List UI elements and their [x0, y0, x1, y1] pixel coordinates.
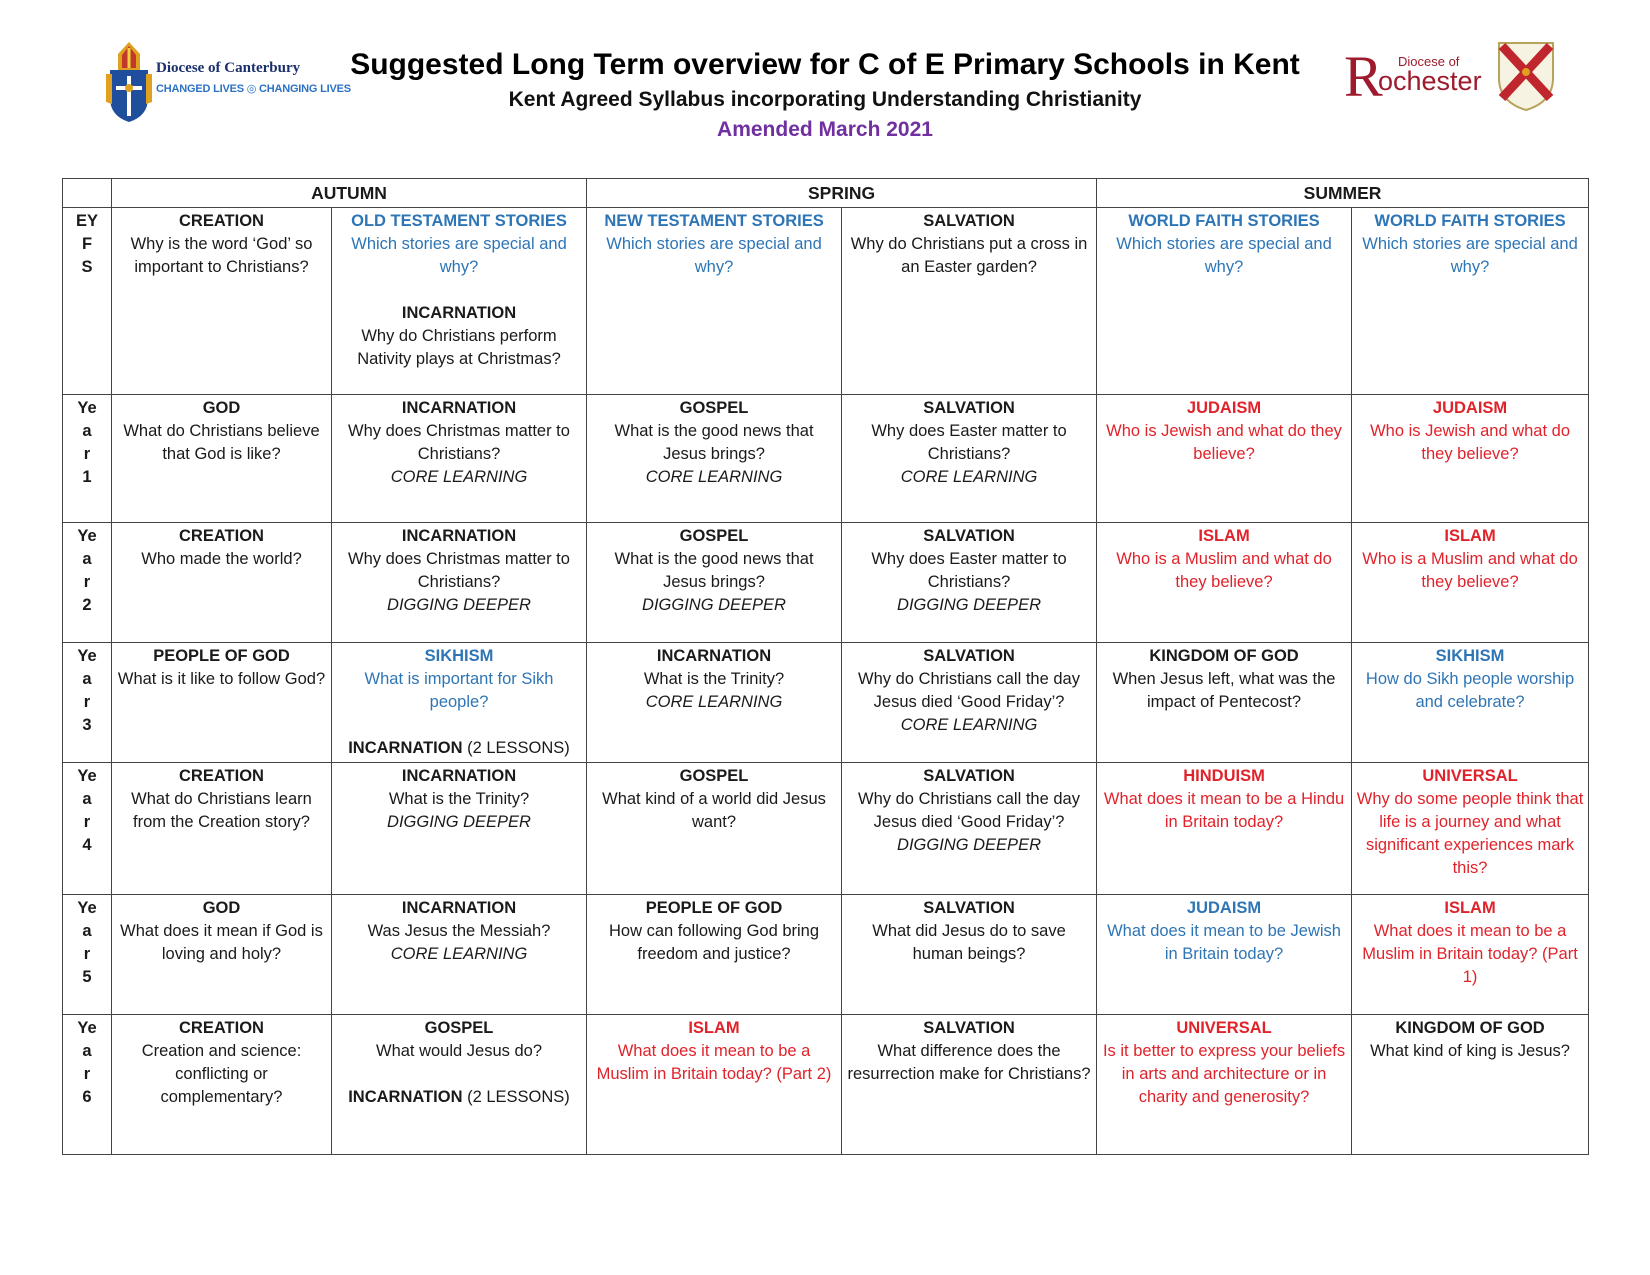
- topic-cell: [587, 1015, 842, 1155]
- year-row: [63, 395, 1589, 523]
- topic-title: SIKHISM: [1435, 647, 1505, 665]
- topic-question: Who is a Muslim and what do they believe?: [1116, 550, 1332, 591]
- year-label: [63, 763, 112, 895]
- topic-question: What do Christians learn from the Creation story?: [131, 790, 312, 831]
- topic-question: Why is the word ‘God’ so important to Christians?: [130, 235, 313, 276]
- term-header-summer: SUMMER: [1097, 179, 1589, 208]
- topic-question: What does it mean to be Jewish in Britain today?: [1107, 922, 1341, 963]
- year-label-part: S: [81, 258, 93, 276]
- topic-title: SALVATION: [923, 212, 1015, 230]
- year-label-part: r: [83, 813, 91, 831]
- topic-title: OLD TESTAMENT STORIES: [351, 212, 567, 230]
- topic-cell: [112, 643, 332, 763]
- year-label-part: r: [83, 945, 91, 963]
- topic-title: ISLAM: [688, 1019, 740, 1037]
- topic-cell: [112, 1015, 332, 1155]
- topic-cell: [1352, 208, 1589, 395]
- topic-cell: [587, 643, 842, 763]
- topic-cell: [1352, 895, 1589, 1015]
- topic-cell: [842, 208, 1097, 395]
- topic-question: What is it like to follow God?: [117, 670, 326, 688]
- year-row: [63, 208, 1589, 395]
- topic-title: CREATION: [179, 1019, 264, 1037]
- topic-cell: [1097, 395, 1352, 523]
- topic-question: What is the Trinity?: [388, 790, 530, 808]
- topic-question: What is important for Sikh people?: [364, 670, 554, 711]
- topic-question: Why do Christians put a cross in an Easter garden?: [850, 235, 1088, 276]
- topic-question: Why does Easter matter to Christians?: [871, 550, 1067, 591]
- year-label-part: Ye: [77, 399, 97, 417]
- topic-cell: [112, 208, 332, 395]
- term-header-spring: SPRING: [587, 179, 1097, 208]
- topic-question: What would Jesus do?: [376, 1042, 543, 1060]
- extra-lessons-note: [336, 1086, 582, 1109]
- topic-title: UNIVERSAL: [1176, 1019, 1272, 1037]
- topic-title: WORLD FAITH STORIES: [1374, 212, 1566, 230]
- topic-title: CREATION: [179, 767, 264, 785]
- year-label-part: F: [81, 235, 93, 253]
- topic-title: INCARNATION: [401, 399, 517, 417]
- canterbury-logo: [104, 40, 351, 124]
- extra-lessons-topic: INCARNATION: [348, 1088, 463, 1106]
- topic-question: Was Jesus the Messiah?: [367, 922, 551, 940]
- year-label: [63, 1015, 112, 1155]
- year-label-part: Ye: [77, 647, 97, 665]
- topic-cell: [1097, 763, 1352, 895]
- year-label-part: 4: [82, 836, 92, 854]
- topic-title: PEOPLE OF GOD: [153, 647, 290, 665]
- year-row: [63, 1015, 1589, 1155]
- topic-cell: [842, 523, 1097, 643]
- learning-level-note: DIGGING DEEPER: [897, 596, 1041, 614]
- year-label-part: a: [82, 670, 92, 688]
- topic-cell: [587, 208, 842, 395]
- topic-cell: [332, 895, 587, 1015]
- year-label: [63, 895, 112, 1015]
- topic-cell: [332, 763, 587, 895]
- topic-title: WORLD FAITH STORIES: [1128, 212, 1320, 230]
- year-label-part: a: [82, 550, 92, 568]
- topic-question: Is it better to express your beliefs in arts and architecture or in charity and generosity?: [1102, 1042, 1346, 1106]
- topic-cell: [842, 1015, 1097, 1155]
- year-label-part: Ye: [77, 527, 97, 545]
- topic-question: Why does Easter matter to Christians?: [871, 422, 1067, 463]
- topic-cell: [332, 523, 587, 643]
- topic-title: INCARNATION: [656, 647, 772, 665]
- year-label: [63, 395, 112, 523]
- topic-title: SALVATION: [923, 647, 1015, 665]
- topic-question: What does it mean if God is loving and holy?: [120, 922, 323, 963]
- topic-title: JUDAISM: [1186, 399, 1262, 417]
- topic-title: SALVATION: [923, 1019, 1015, 1037]
- year-label-part: 6: [82, 1088, 92, 1106]
- learning-level-note: CORE LEARNING: [900, 716, 1038, 734]
- topic-cell: [842, 395, 1097, 523]
- topic-question: Why do some people think that life is a journey and what significant experiences mark this?: [1356, 790, 1584, 877]
- topic-cell: [1097, 1015, 1352, 1155]
- rochester-big-letter: R: [1344, 44, 1383, 109]
- rochester-name: ochester: [1378, 66, 1482, 96]
- amended-date: Amended March 2021: [717, 118, 933, 141]
- topic-question: What does it mean to be a Muslim in Britain today? (Part 2): [596, 1042, 832, 1083]
- overview-body: [63, 208, 1589, 1155]
- topic-title: GOSPEL: [679, 527, 749, 545]
- topic-cell: [1097, 643, 1352, 763]
- topic-question: What is the good news that Jesus brings?: [614, 422, 814, 463]
- topic-question: Why does Christmas matter to Christians?: [348, 550, 570, 591]
- rochester-logo: [1340, 40, 1568, 114]
- topic-title: SIKHISM: [424, 647, 494, 665]
- topic-question: Who made the world?: [141, 550, 302, 568]
- corner-cell: [63, 179, 112, 208]
- topic-cell: [587, 523, 842, 643]
- topic-question: How do Sikh people worship and celebrate?: [1365, 670, 1575, 711]
- topic-title: KINGDOM OF GOD: [1149, 647, 1299, 665]
- learning-level-note: CORE LEARNING: [900, 468, 1038, 486]
- topic-title: CREATION: [179, 212, 264, 230]
- learning-level-note: DIGGING DEEPER: [642, 596, 786, 614]
- topic-question: How can following God bring freedom and justice?: [609, 922, 820, 963]
- year-label-part: a: [82, 922, 92, 940]
- topic-question: Which stories are special and why?: [351, 235, 567, 276]
- topic-title: KINGDOM OF GOD: [1395, 1019, 1545, 1037]
- topic-title: GOSPEL: [679, 399, 749, 417]
- topic-title: SALVATION: [923, 527, 1015, 545]
- topic-cell: [587, 895, 842, 1015]
- topic-cell: [112, 763, 332, 895]
- year-label-part: a: [82, 790, 92, 808]
- topic-question: Which stories are special and why?: [1116, 235, 1332, 276]
- topic-cell: [332, 1015, 587, 1155]
- topic-title: JUDAISM: [1186, 899, 1262, 917]
- rochester-small-text: Diocese of: [1398, 54, 1460, 69]
- year-label-part: r: [83, 693, 91, 711]
- topic-cell: [842, 763, 1097, 895]
- topic-title: GOD: [202, 399, 241, 417]
- topic-question: Who is Jewish and what do they believe?: [1370, 422, 1570, 463]
- year-label-part: r: [83, 1065, 91, 1083]
- topic-title: UNIVERSAL: [1422, 767, 1518, 785]
- learning-level-note: CORE LEARNING: [645, 693, 783, 711]
- year-row: [63, 895, 1589, 1015]
- cell-spacer: [336, 279, 582, 302]
- extra-lessons-count: (2 LESSONS): [462, 1088, 570, 1106]
- topic-cell: [1352, 643, 1589, 763]
- topic-title: ISLAM: [1444, 899, 1496, 917]
- year-label: [63, 208, 112, 395]
- year-row: [63, 523, 1589, 643]
- year-label-part: Ye: [77, 899, 97, 917]
- topic-cell: [112, 523, 332, 643]
- saltire-shield-icon: [1496, 40, 1556, 112]
- topic-cell: [1352, 763, 1589, 895]
- extra-lessons-topic: INCARNATION: [348, 739, 463, 757]
- topic-question: What does it mean to be a Hindu in Britain today?: [1103, 790, 1345, 831]
- topic-cell: [1352, 395, 1589, 523]
- year-label-part: a: [82, 422, 92, 440]
- topic-cell: [587, 763, 842, 895]
- term-header-autumn: AUTUMN: [112, 179, 587, 208]
- learning-level-note: CORE LEARNING: [390, 468, 528, 486]
- topic-cell: [332, 395, 587, 523]
- learning-level-note: DIGGING DEEPER: [387, 596, 531, 614]
- topic-title: JUDAISM: [1432, 399, 1508, 417]
- cell-spacer: [336, 714, 582, 737]
- term-header-row: [63, 179, 1589, 208]
- page-header: [0, 0, 1650, 175]
- topic-title: ISLAM: [1198, 527, 1250, 545]
- canterbury-tagline: CHANGED LIVES ◎ CHANGING LIVES: [156, 83, 351, 95]
- year-label: [63, 643, 112, 763]
- topic-title: ISLAM: [1444, 527, 1496, 545]
- learning-level-note: CORE LEARNING: [390, 945, 528, 963]
- page-subtitle: Kent Agreed Syllabus incorporating Understanding Christianity: [508, 88, 1142, 111]
- topic-question: Which stories are special and why?: [606, 235, 822, 276]
- topic-question: What difference does the resurrection make for Christians?: [847, 1042, 1091, 1083]
- year-label: [63, 523, 112, 643]
- topic-cell: [332, 208, 587, 395]
- topic-question: What does it mean to be a Muslim in Britain today? (Part 1): [1362, 922, 1578, 986]
- canterbury-name: Diocese of Canterbury: [156, 60, 301, 76]
- topic-title: NEW TESTAMENT STORIES: [604, 212, 824, 230]
- topic-cell: [112, 895, 332, 1015]
- topic-question: What kind of king is Jesus?: [1370, 1042, 1570, 1060]
- topic-question: What is the Trinity?: [643, 670, 785, 688]
- topic-cell: [1097, 895, 1352, 1015]
- extra-topic-title: INCARNATION: [401, 304, 517, 322]
- topic-question: Why do Christians call the day Jesus died ‘Good Friday’?: [858, 670, 1080, 711]
- topic-title: HINDUISM: [1183, 767, 1265, 785]
- topic-cell: [1097, 523, 1352, 643]
- topic-title: INCARNATION: [401, 767, 517, 785]
- topic-title: PEOPLE OF GOD: [645, 899, 783, 917]
- learning-level-note: DIGGING DEEPER: [897, 836, 1041, 854]
- year-row: [63, 763, 1589, 895]
- topic-question: What do Christians believe that God is like?: [123, 422, 320, 463]
- topic-question: When Jesus left, what was the impact of Pentecost?: [1112, 670, 1336, 711]
- year-label-part: Ye: [77, 767, 97, 785]
- year-label-part: r: [83, 573, 91, 591]
- page-title: Suggested Long Term overview for C of E Primary Schools in Kent: [350, 48, 1300, 81]
- topic-cell: [332, 643, 587, 763]
- year-label-part: 1: [82, 468, 92, 486]
- cell-spacer: [336, 1063, 582, 1086]
- topic-question: Who is Jewish and what do they believe?: [1106, 422, 1342, 463]
- year-label-part: 2: [82, 596, 92, 614]
- topic-question: Which stories are special and why?: [1362, 235, 1578, 276]
- topic-question: What kind of a world did Jesus want?: [602, 790, 826, 831]
- topic-cell: [587, 395, 842, 523]
- mitre-crest-icon: [104, 40, 154, 124]
- topic-cell: [842, 895, 1097, 1015]
- topic-question: Creation and science: conflicting or complementary?: [141, 1042, 302, 1106]
- topic-cell: [1097, 208, 1352, 395]
- topic-question: Who is a Muslim and what do they believe?: [1362, 550, 1578, 591]
- topic-title: SALVATION: [923, 399, 1015, 417]
- year-label-part: a: [82, 1042, 92, 1060]
- extra-topic-question: Why do Christians perform Nativity plays at Christmas?: [357, 327, 561, 368]
- topic-question: Why does Christmas matter to Christians?: [348, 422, 570, 463]
- year-label-part: Ye: [77, 1019, 97, 1037]
- topic-title: CREATION: [179, 527, 264, 545]
- long-term-overview-table: [62, 178, 1589, 1155]
- extra-lessons-note: [336, 737, 582, 760]
- year-row: [63, 643, 1589, 763]
- year-label-part: EY: [75, 212, 98, 230]
- topic-title: SALVATION: [923, 899, 1015, 917]
- topic-question: What is the good news that Jesus brings?: [614, 550, 814, 591]
- extra-lessons-count: (2 LESSONS): [462, 739, 570, 757]
- topic-cell: [1352, 1015, 1589, 1155]
- topic-title: INCARNATION: [401, 527, 517, 545]
- topic-cell: [112, 395, 332, 523]
- topic-title: GOSPEL: [424, 1019, 494, 1037]
- topic-question: Why do Christians call the day Jesus died ‘Good Friday’?: [858, 790, 1080, 831]
- topic-question: What did Jesus do to save human beings?: [872, 922, 1066, 963]
- year-label-part: r: [83, 445, 91, 463]
- learning-level-note: DIGGING DEEPER: [387, 813, 531, 831]
- topic-title: INCARNATION: [401, 899, 517, 917]
- topic-title: GOSPEL: [679, 767, 749, 785]
- topic-title: SALVATION: [923, 767, 1015, 785]
- learning-level-note: CORE LEARNING: [645, 468, 783, 486]
- topic-cell: [842, 643, 1097, 763]
- year-label-part: 5: [82, 968, 92, 986]
- year-label-part: 3: [82, 716, 92, 734]
- topic-cell: [1352, 523, 1589, 643]
- topic-title: GOD: [202, 899, 241, 917]
